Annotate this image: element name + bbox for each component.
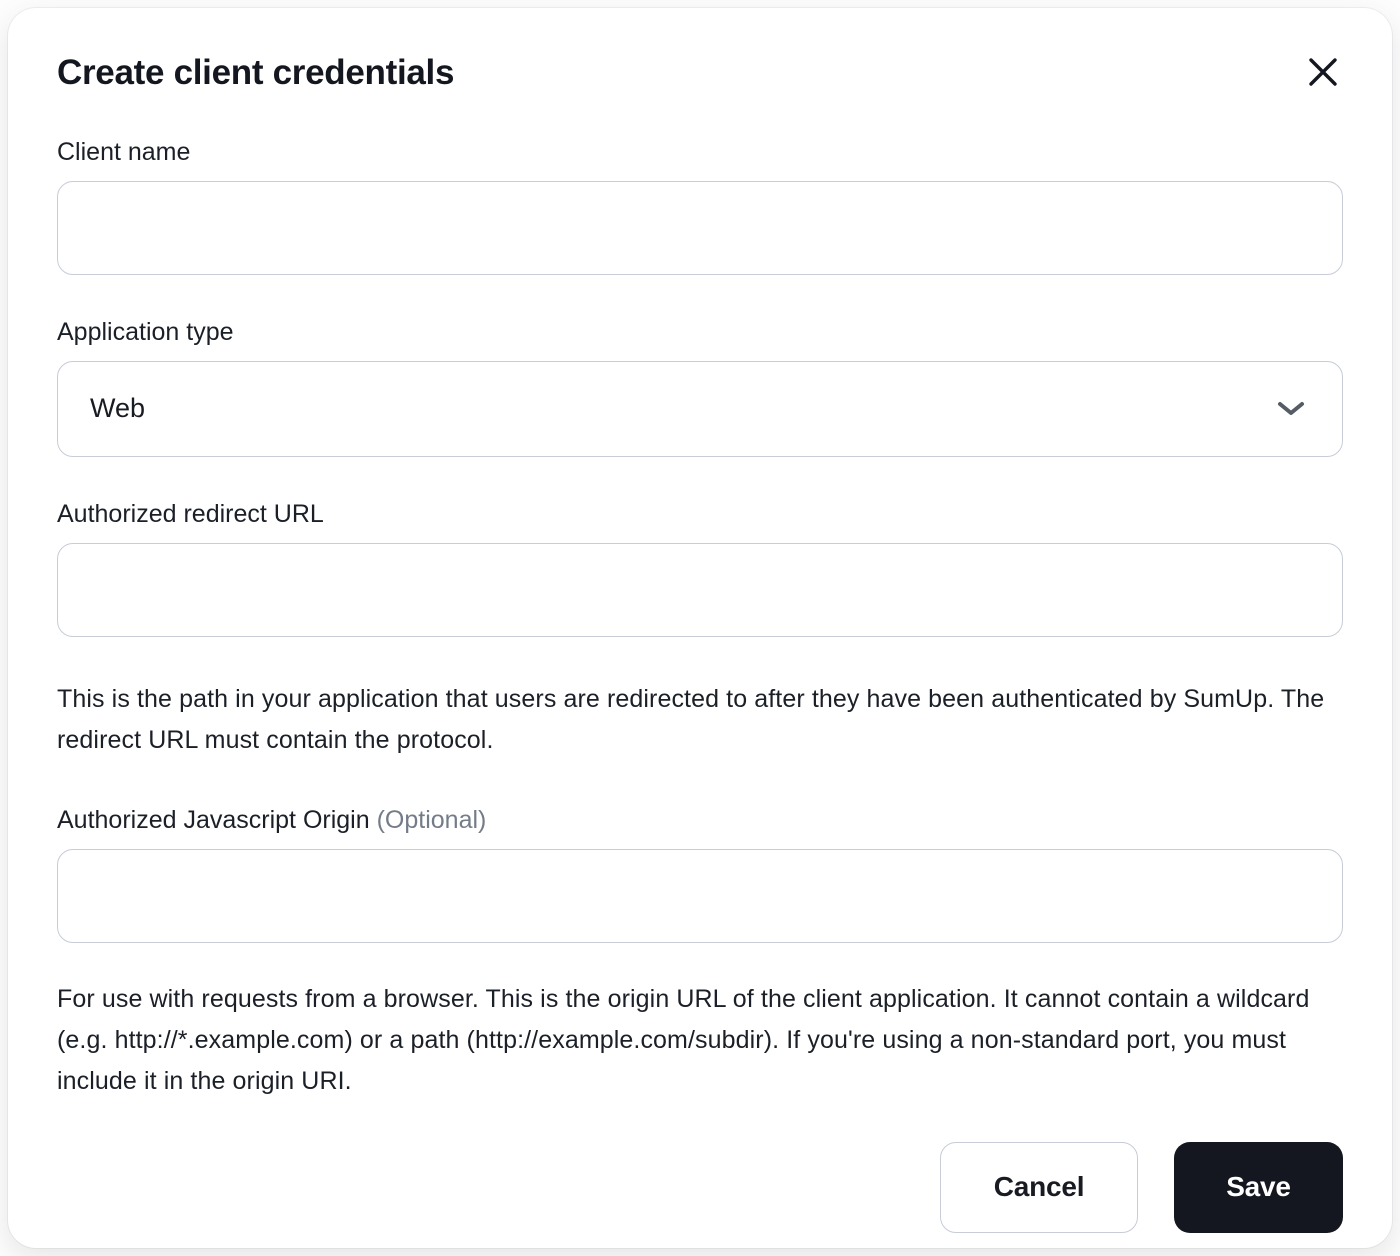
close-icon — [1304, 53, 1342, 91]
dialog-title: Create client credentials — [57, 53, 455, 92]
redirect-url-help-text: This is the path in your application that users are redirected to after they have been authenticated by SumUp. The redirect URL must contain the protocol. — [57, 684, 1325, 754]
close-button[interactable] — [1297, 46, 1349, 98]
chevron-down-icon — [1276, 400, 1306, 418]
cancel-button[interactable]: Cancel — [940, 1142, 1138, 1233]
dialog-header — [57, 54, 1343, 93]
create-client-credentials-dialog — [8, 8, 1392, 1248]
application-type-label: Application type — [57, 317, 234, 346]
application-type-selected-value: Web — [90, 393, 146, 423]
dialog-footer — [57, 1142, 1343, 1233]
js-origin-help-text: For use with requests from a browser. This is the origin URL of the client application. It cannot contain a wildcard (e.g. http://*.example.com) or a path (http://example.com/subdir). If you're using a non-standard port, you must include it in the origin URI. — [57, 984, 1310, 1095]
js-origin-input[interactable] — [57, 849, 1343, 943]
redirect-url-label: Authorized redirect URL — [57, 499, 324, 528]
application-type-field — [57, 317, 1343, 457]
redirect-url-field — [57, 499, 1343, 637]
js-origin-optional-text: (Optional) — [376, 805, 487, 834]
redirect-url-input[interactable] — [57, 543, 1343, 637]
js-origin-field — [57, 805, 1343, 943]
client-name-field — [57, 137, 1343, 275]
save-button[interactable]: Save — [1174, 1142, 1343, 1233]
client-name-label: Client name — [57, 137, 191, 166]
client-name-input[interactable] — [57, 181, 1343, 275]
js-origin-label-text: Authorized Javascript Origin — [57, 805, 370, 834]
application-type-select[interactable] — [57, 361, 1343, 457]
js-origin-label — [57, 805, 1343, 835]
